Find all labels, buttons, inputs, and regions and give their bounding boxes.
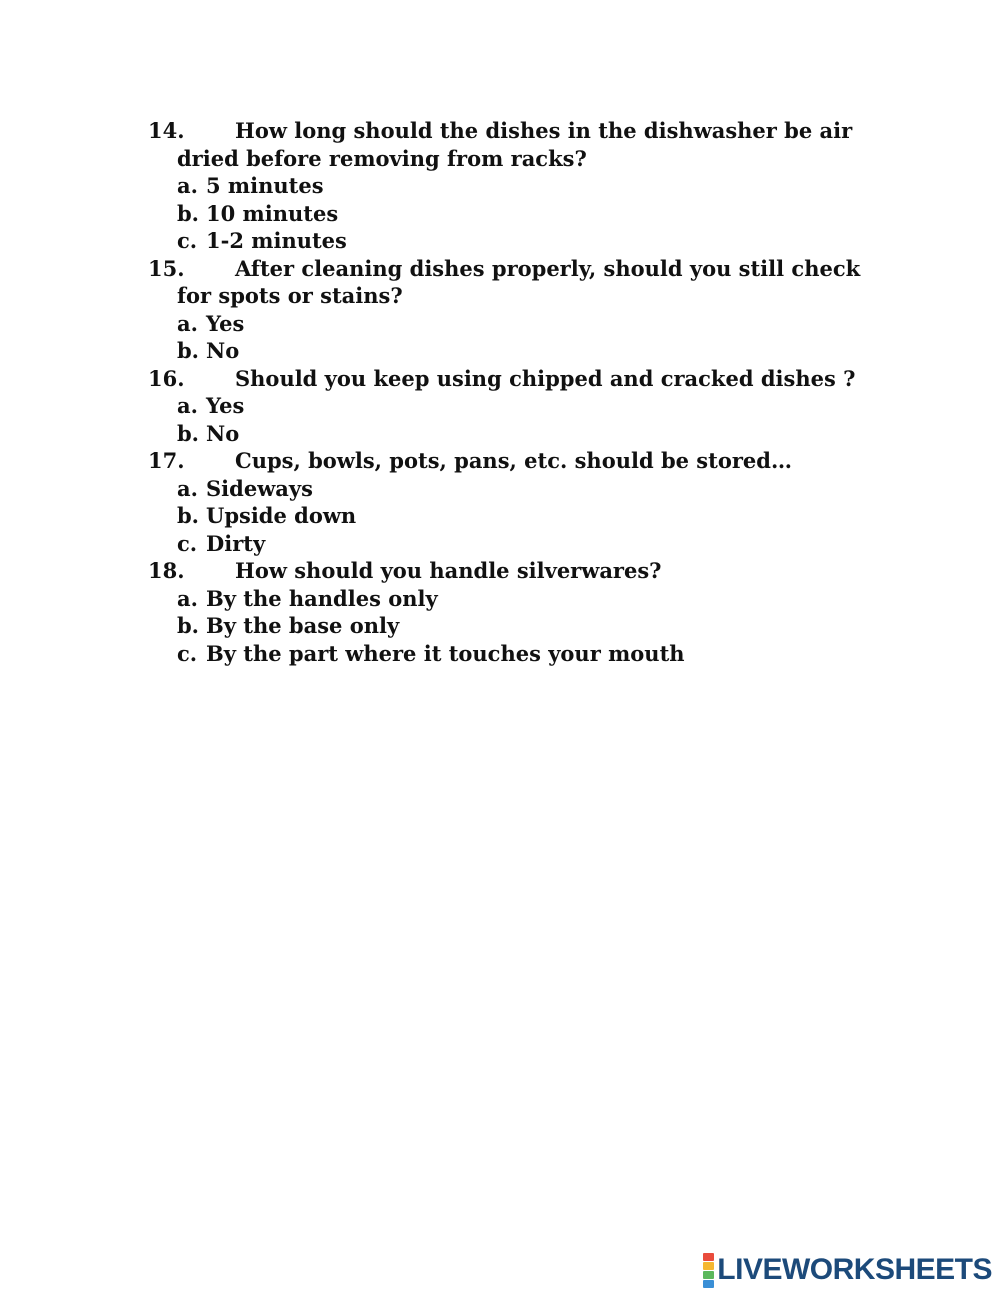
option-text: By the part where it touches your mouth (206, 640, 685, 666)
option-text: Sideways (206, 475, 313, 501)
option-text: Yes (206, 310, 245, 336)
logo-block-blue (703, 1280, 714, 1288)
question-list (148, 117, 878, 667)
logo-block-green (703, 1271, 714, 1279)
option-text: Yes (206, 393, 245, 418)
answer-option[interactable] (148, 392, 878, 420)
option-letter: c. (177, 640, 198, 666)
answer-option[interactable] (148, 530, 878, 558)
question-text: After cleaning dishes properly, should you still check (235, 255, 861, 281)
answer-option[interactable] (148, 640, 878, 668)
logo-text: LIVEWORKSHEETS (717, 1253, 992, 1286)
question-text: How should you handle silverwares? (235, 558, 662, 583)
answer-options (148, 310, 878, 365)
answer-option[interactable] (148, 172, 878, 200)
answer-option[interactable] (148, 310, 878, 338)
option-letter: b. (177, 420, 199, 446)
option-letter: c. (177, 228, 198, 253)
option-letter: b. (177, 338, 199, 363)
option-text: No (206, 338, 240, 363)
option-text: 5 minutes (206, 173, 324, 198)
question-number: 14. (148, 118, 185, 143)
option-letter: a. (177, 393, 198, 418)
answer-option[interactable] (148, 475, 878, 503)
logo-block-red (703, 1253, 714, 1261)
question-text-continued: for spots or stains? (177, 283, 403, 308)
option-text: Dirty (206, 530, 266, 556)
answer-option[interactable] (148, 227, 878, 255)
question-17 (148, 447, 878, 557)
answer-option[interactable] (148, 502, 878, 530)
answer-options (148, 172, 878, 255)
option-text: By the base only (206, 613, 400, 638)
answer-options (148, 585, 878, 668)
logo-block-yellow (703, 1262, 714, 1270)
question-number: 15. (148, 255, 185, 281)
option-text: By the handles only (206, 585, 438, 611)
question-18 (148, 557, 878, 667)
question-15 (148, 255, 878, 365)
option-letter: a. (177, 310, 198, 336)
answer-option[interactable] (148, 337, 878, 365)
option-text: 10 minutes (206, 200, 339, 226)
answer-option[interactable] (148, 585, 878, 613)
answer-option[interactable] (148, 612, 878, 640)
question-number: 16. (148, 365, 185, 391)
option-letter: a. (177, 173, 198, 198)
logo-blocks-icon (703, 1253, 714, 1288)
question-number: 17. (148, 448, 185, 473)
option-letter: b. (177, 613, 199, 638)
question-16 (148, 365, 878, 448)
option-text: No (206, 420, 240, 446)
question-14 (148, 117, 878, 255)
option-letter: a. (177, 585, 198, 611)
answer-options (148, 392, 878, 447)
option-text: 1-2 minutes (206, 228, 347, 253)
liveworksheets-logo[interactable] (703, 1252, 992, 1288)
option-letter: b. (177, 503, 199, 528)
answer-options (148, 475, 878, 558)
question-text-continued: dried before removing from racks? (177, 145, 587, 171)
option-letter: a. (177, 475, 198, 501)
question-text: Should you keep using chipped and cracked dishes ? (235, 365, 856, 391)
option-text: Upside down (206, 503, 357, 528)
question-text: How long should the dishes in the dishwasher be air (235, 118, 853, 143)
question-text: Cups, bowls, pots, pans, etc. should be stored… (235, 448, 792, 473)
question-number: 18. (148, 558, 185, 583)
option-letter: b. (177, 200, 199, 226)
answer-option[interactable] (148, 200, 878, 228)
option-letter: c. (177, 530, 198, 556)
answer-option[interactable] (148, 420, 878, 448)
